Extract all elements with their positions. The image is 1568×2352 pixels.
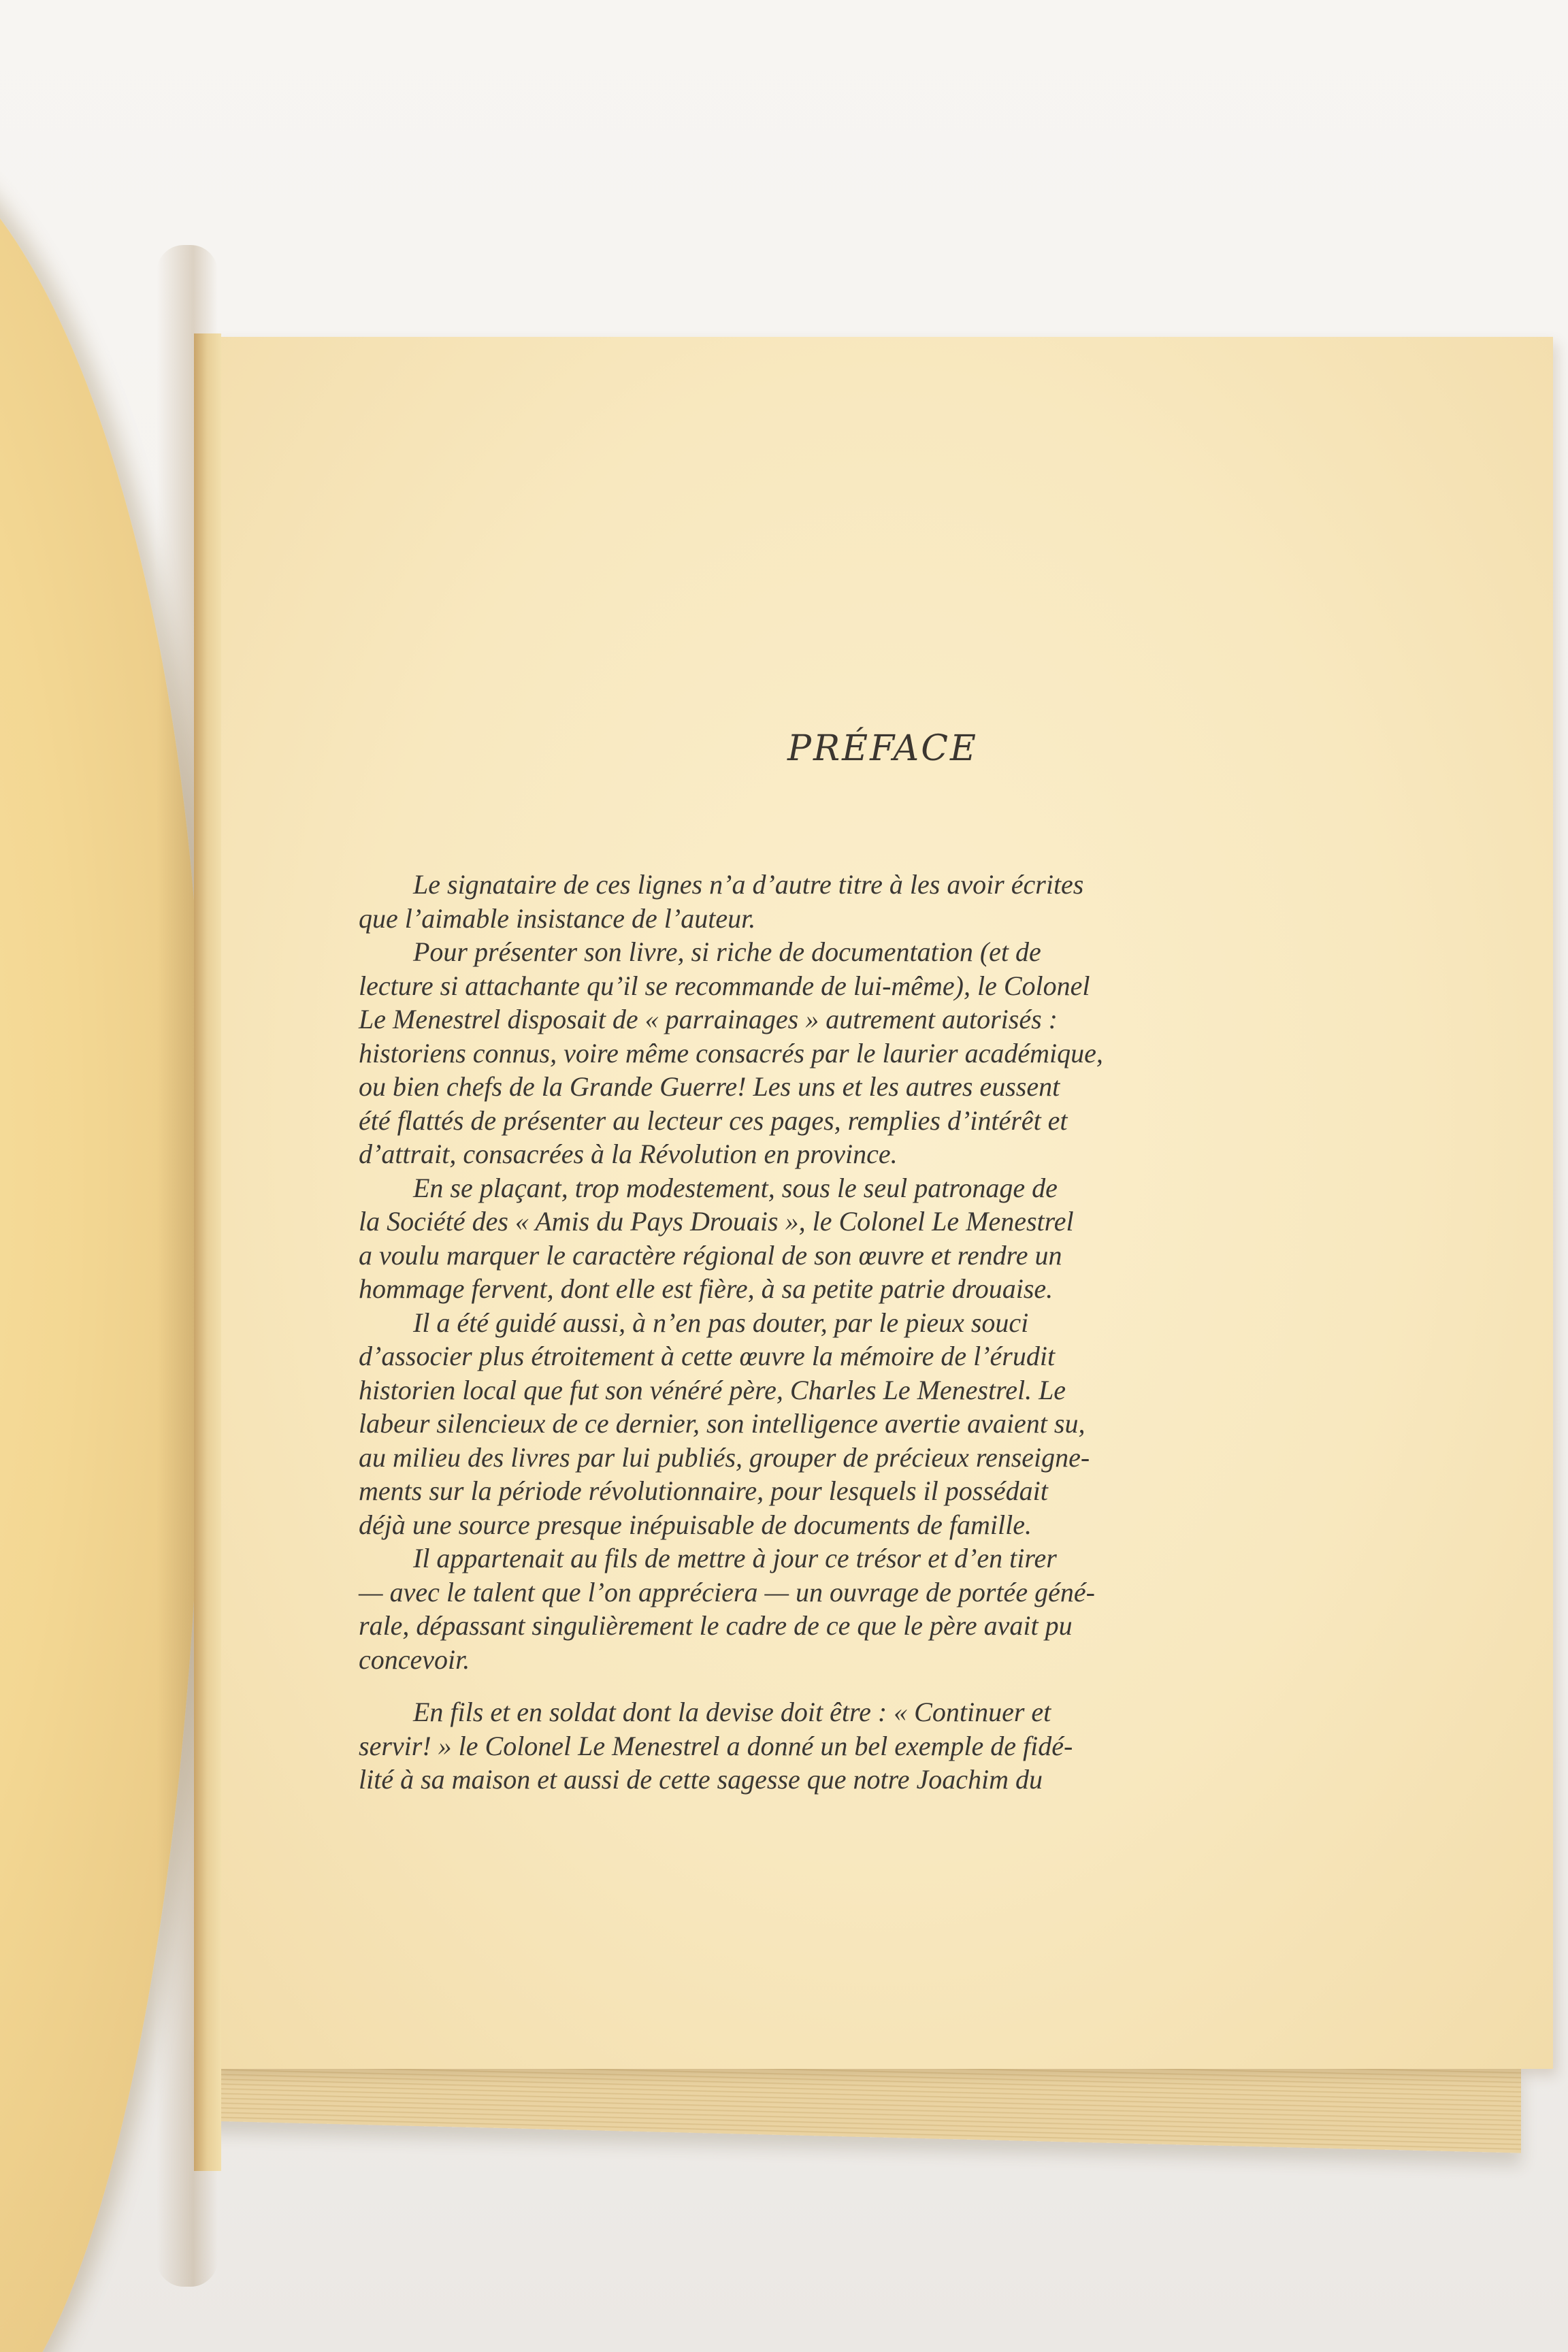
text-line: En fils et en soldat dont la devise doit être : « Continuer et [413, 1697, 1051, 1727]
text-line: ments sur la période révolutionnaire, pour lesquels il possédait [359, 1475, 1048, 1506]
text-line: lité à sa maison et aussi de cette sagesse que notre Joachim du [359, 1764, 1043, 1795]
text-line: ou bien chefs de la Grande Guerre! Les uns et les autres eussent [359, 1071, 1060, 1102]
text-line: concevoir. [359, 1644, 470, 1675]
page-title: PRÉFACE [787, 728, 978, 769]
text-line: servir! » le Colonel Le Menestrel a donné un bel exemple de fidé- [359, 1730, 1073, 1761]
text-line: a voulu marquer le caractère régional de son œuvre et rendre un [359, 1239, 1062, 1271]
text-line: rale, dépassant singulièrement le cadre de ce que le père avait pu [359, 1610, 1073, 1641]
text-line: d’associer plus étroitement à cette œuvre la mémoire de l’érudit [359, 1341, 1056, 1371]
text-line: été flattés de présenter au lecteur ces pages, remplies d’intérêt et [359, 1105, 1068, 1136]
text-line: Le Menestrel disposait de « parrainages » autrement autorisés : [359, 1004, 1058, 1034]
text-line: lecture si attachante qu’il se recommande de lui-même), le Colonel [359, 970, 1090, 1001]
book-gutter [194, 333, 221, 2171]
text-line: que l’aimable insistance de l’auteur. [359, 902, 756, 934]
text-line: En se plaçant, trop modestement, sous le seul patronage de [413, 1172, 1058, 1203]
text-line: Pour présenter son livre, si riche de documentation (et de [413, 936, 1041, 967]
text-line: Le signataire de ces lignes n’a d’autre titre à les avoir écrites [413, 869, 1084, 900]
right-page [211, 337, 1553, 2069]
text-line: Il appartenait au fils de mettre à jour ce trésor et d’en tirer [413, 1543, 1057, 1573]
text-line: la Société des « Amis du Pays Drouais », le Colonel Le Menestrel [359, 1206, 1074, 1237]
text-line: Il a été guidé aussi, à n’en pas douter, par le pieux souci [413, 1307, 1029, 1338]
text-line: au milieu des livres par lui publiés, grouper de précieux renseigne- [359, 1441, 1090, 1473]
text-line: historien local que fut son vénéré père, Charles Le Menestrel. Le [359, 1374, 1066, 1405]
text-line: labeur silencieux de ce dernier, son intelligence avertie avaient su, [359, 1408, 1085, 1439]
text-line: déjà une source presque inépuisable de documents de famille. [359, 1509, 1032, 1540]
paragraph-gap [359, 1676, 1223, 1695]
preface-text [359, 868, 1223, 1797]
text-line: hommage fervent, dont elle est fière, à sa petite patrie drouaise. [359, 1273, 1054, 1304]
text-line: d’attrait, consacrées à la Révolution en province. [359, 1139, 898, 1169]
text-line: — avec le talent que l’on appréciera — un ouvrage de portée géné- [359, 1576, 1095, 1607]
text-line: historiens connus, voire même consacrés par le laurier académique, [359, 1037, 1103, 1068]
